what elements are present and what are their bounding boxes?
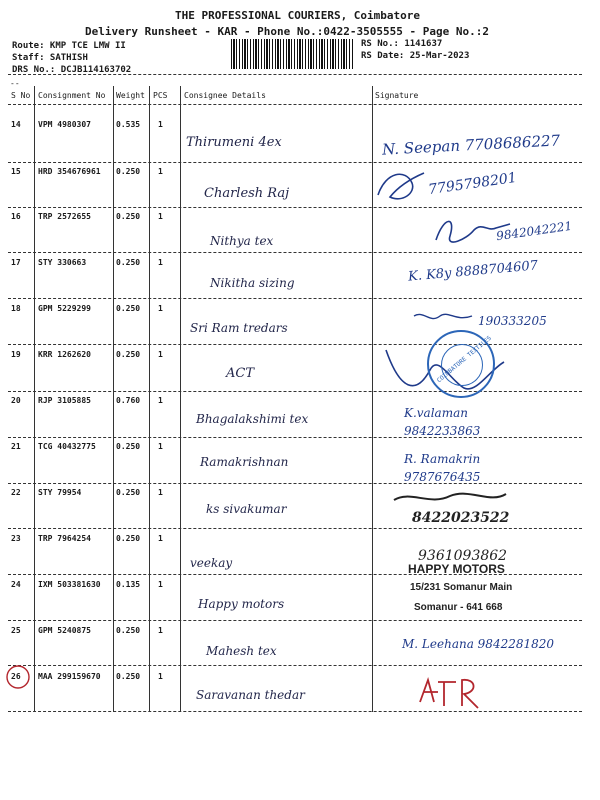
row-pcs: 1 <box>158 350 163 359</box>
col-signature: Signature <box>375 91 419 100</box>
row-sno: 24 <box>11 580 21 589</box>
drs-number: DRS No.: DCJB114163702 <box>12 65 132 75</box>
signature-scribble <box>390 486 510 510</box>
row-pcs: 1 <box>158 396 163 405</box>
company-rubber-stamp-city: Somanur - 641 668 <box>414 602 503 613</box>
row-sno: 14 <box>11 120 21 129</box>
row-sno: 21 <box>11 442 21 451</box>
runsheet-title: Delivery Runsheet - KAR - Phone No.:0422-3505555 - Page No.:2 <box>85 25 489 38</box>
consignee-handwritten: Thirumeni 4ex <box>186 135 282 150</box>
row-sno: 17 <box>11 258 21 267</box>
row-pcs: 1 <box>158 534 163 543</box>
signature-scribble <box>414 672 484 712</box>
row-sno: 25 <box>11 626 21 635</box>
row-consignment-no: GPM 5240875 <box>38 626 91 635</box>
col-sno: S No <box>11 91 31 100</box>
row-pcs: 1 <box>158 304 163 313</box>
row-rule <box>8 207 582 208</box>
row-pcs: 1 <box>158 258 163 267</box>
signature-handwritten: M. Leehana 9842281820 <box>402 637 555 651</box>
consignee-handwritten: Bhagalakshimi tex <box>196 412 309 426</box>
row-rule <box>8 162 582 163</box>
round-stamp-text: COIMBATORE TEXTILES <box>435 334 493 385</box>
row-weight: 0.250 <box>116 442 141 451</box>
row-pcs: 1 <box>158 580 163 589</box>
header-rule-top <box>8 74 582 75</box>
consignee-handwritten: Nikitha sizing <box>210 276 295 290</box>
row-pcs: 1 <box>158 442 163 451</box>
dash-marks: -- <box>10 79 20 88</box>
col-consignee-details: Consignee Details <box>184 91 266 100</box>
signature-handwritten: 9842042221 <box>495 218 573 244</box>
row-consignment-no: STY 79954 <box>38 488 82 497</box>
rs-date: RS Date: 25-Mar-2023 <box>361 51 470 61</box>
company-title: THE PROFESSIONAL COURIERS, Coimbatore <box>175 9 421 22</box>
row-sno: 15 <box>11 167 21 176</box>
signature-handwritten: 9361093862 <box>418 548 508 564</box>
row-sno: 22 <box>11 488 21 497</box>
consignee-handwritten: ACT <box>226 366 255 381</box>
signature-handwritten: 8422023522 <box>412 510 510 526</box>
header-rule-bottom <box>8 104 582 105</box>
consignee-handwritten: Nithya tex <box>210 234 274 248</box>
col-divider <box>34 86 35 712</box>
signature-handwritten: K. K8y 8888704607 <box>407 258 539 285</box>
row-pcs: 1 <box>158 488 163 497</box>
row-weight: 0.250 <box>116 350 141 359</box>
row-weight: 0.135 <box>116 580 141 589</box>
signature-handwritten: 190333205 <box>478 314 547 328</box>
col-pcs: PCS <box>153 91 168 100</box>
col-divider <box>149 86 150 712</box>
row-weight: 0.250 <box>116 258 141 267</box>
route-label: Route: KMP TCE LMW II <box>12 41 126 51</box>
row-consignment-no: TRP 7964254 <box>38 534 91 543</box>
consignee-handwritten: Ramakrishnan <box>200 455 289 469</box>
row-pcs: 1 <box>158 212 163 221</box>
row-consignment-no: STY 330663 <box>38 258 87 267</box>
row-sno: 19 <box>11 350 21 359</box>
signature-handwritten: N. Seepan 7708686227 <box>381 131 561 159</box>
row-weight: 0.250 <box>116 167 141 176</box>
row-pcs: 1 <box>158 120 163 129</box>
barcode <box>231 39 353 69</box>
col-consignment: Consignment No <box>38 91 106 100</box>
row-consignment-no: MAA 299159670 <box>38 672 101 681</box>
signature-handwritten: 7795798201 <box>427 169 518 199</box>
row-pcs: 1 <box>158 626 163 635</box>
row-consignment-no: TCG 40432775 <box>38 442 96 451</box>
row-sno: 20 <box>11 396 21 405</box>
row-pcs: 1 <box>158 167 163 176</box>
row-weight: 0.250 <box>116 534 141 543</box>
row-consignment-no: GPM 5229299 <box>38 304 91 313</box>
row-consignment-no: RJP 3105885 <box>38 396 91 405</box>
row-sno: 16 <box>11 212 21 221</box>
row-consignment-no: VPM 4980307 <box>38 120 91 129</box>
row-sno: 23 <box>11 534 21 543</box>
row-sno: 26 <box>11 672 21 681</box>
consignee-handwritten: Mahesh tex <box>206 644 277 658</box>
row-sno: 18 <box>11 304 21 313</box>
row-weight: 0.535 <box>116 120 141 129</box>
row-consignment-no: IXM 503381630 <box>38 580 101 589</box>
row-weight: 0.250 <box>116 672 141 681</box>
consignee-handwritten: ks sivakumar <box>206 502 287 516</box>
consignee-handwritten: Saravanan thedar <box>196 688 305 702</box>
row-weight: 0.250 <box>116 626 141 635</box>
signature-handwritten: R. Ramakrin 9787676435 <box>404 452 481 484</box>
row-weight: 0.250 <box>116 212 141 221</box>
company-rubber-stamp-address: 15/231 Somanur Main <box>410 582 513 593</box>
row-weight: 0.250 <box>116 304 141 313</box>
row-consignment-no: TRP 2572655 <box>38 212 91 221</box>
row-rule <box>8 528 582 529</box>
row-weight: 0.250 <box>116 488 141 497</box>
signature-handwritten: K.valaman 9842233863 <box>404 406 481 438</box>
rs-number: RS No.: 1141637 <box>361 39 443 49</box>
col-divider <box>113 86 114 712</box>
consignee-handwritten: Sri Ram tredars <box>190 321 288 335</box>
col-divider <box>180 86 181 712</box>
row-consignment-no: HRD 354676961 <box>38 167 101 176</box>
row-rule <box>8 620 582 621</box>
row-consignment-no: KRR 1262620 <box>38 350 91 359</box>
company-rubber-stamp-name: HAPPY MOTORS <box>408 562 505 576</box>
consignee-handwritten: Happy motors <box>198 597 285 611</box>
col-weight: Weight <box>116 91 145 100</box>
row-rule <box>8 665 582 666</box>
staff-label: Staff: SATHISH <box>12 53 88 63</box>
row-pcs: 1 <box>158 672 163 681</box>
row-rule <box>8 711 582 712</box>
consignee-handwritten: Charlesh Raj <box>204 186 290 201</box>
signature-scribble <box>372 163 432 209</box>
signature-scribble <box>410 308 476 328</box>
consignee-handwritten: veekay <box>190 556 233 570</box>
row-weight: 0.760 <box>116 396 141 405</box>
row-rule <box>8 298 582 299</box>
